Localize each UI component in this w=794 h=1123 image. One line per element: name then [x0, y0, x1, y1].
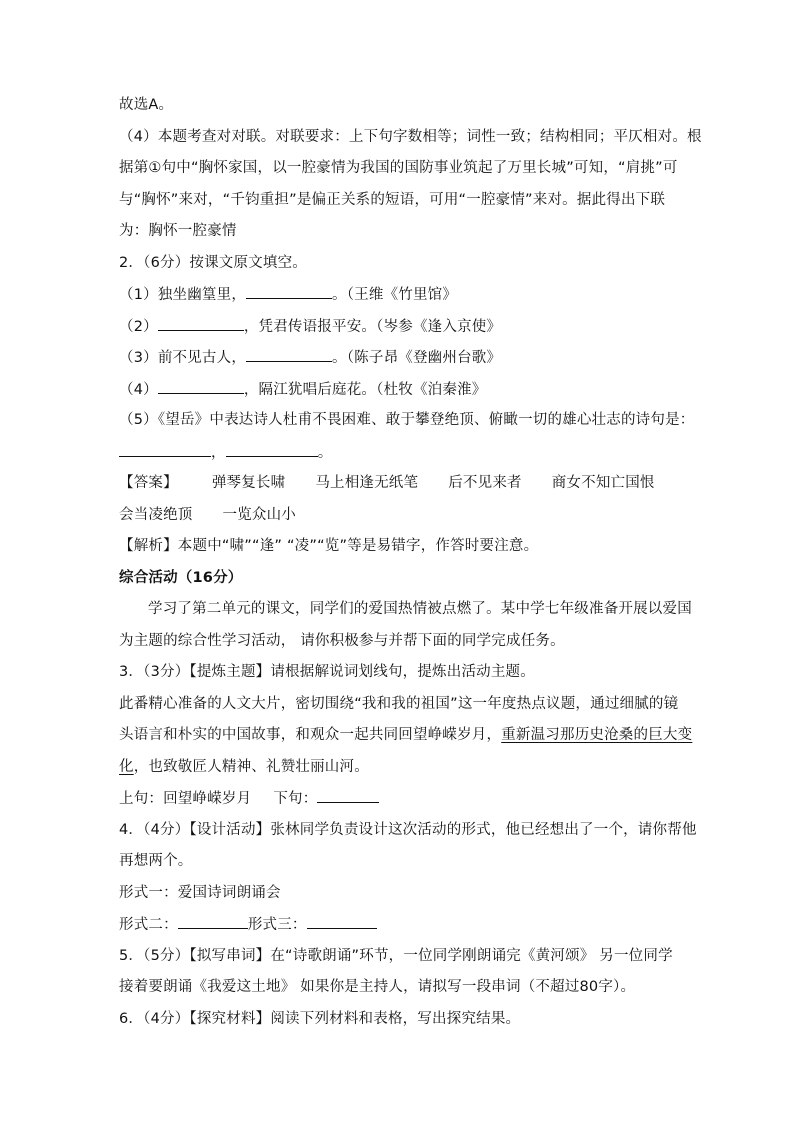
item-text: （3）前不见古人，	[119, 350, 247, 366]
text-line: 故选A。	[119, 97, 174, 113]
section-title: 综合活动（16分）	[119, 569, 243, 586]
separator: ，	[211, 444, 226, 461]
answer-blank[interactable]	[226, 442, 318, 457]
question-5-title: 5．（5分）【拟写串词】在“诗歌朗诵”环节，一位同学刚朗诵完《黄河颂》 另一位同学	[119, 947, 673, 964]
question-2-item-5: （5）《望岳》中表达诗人杜甫不畏困难、敢于攀登绝顶、俯瞰一切的雄心壮志的诗句是：	[119, 412, 695, 428]
question-5-title: 接着要朗诵《我爱这土地》 如果你是主持人，请拟写一段串词（不超过80字）。	[119, 979, 636, 995]
q3-couplet-line	[119, 788, 679, 820]
item-text: 。（陈子昂《登幽州台歌》	[332, 350, 502, 366]
item-text: 。（王维《竹里馆》	[332, 287, 458, 303]
question-2-item-2	[119, 316, 679, 348]
answer-item: 会当凌绝顶	[119, 506, 193, 523]
item-text: ，隔江犹唱后庭花。（杜牧《泊秦淮》	[243, 381, 487, 398]
answer-blank[interactable]	[246, 284, 332, 299]
passage-text: ，也致敬匠人精神、礼赞壮丽山河。	[133, 758, 369, 775]
intro-line: 学习了第二单元的课文，同学们的爱国热情被点燃了。某中学七年级准备开展以爱国	[148, 601, 692, 617]
passage-text: 头语言和朴实的中国故事，和观众一起共同回望峥嵘岁月，	[119, 727, 502, 743]
form-label: 形式二：	[119, 917, 178, 933]
upper-couplet: 上句：回望峥嵘岁月	[119, 791, 252, 807]
answer-item: 商女不知亡国恨	[551, 475, 655, 491]
answer-blank[interactable]	[158, 379, 244, 394]
analysis-line: 【解析】本题中“啸”“逢” “凌”“览”等是易错字，作答时要注意。	[119, 538, 539, 554]
q4-form-2-3	[119, 914, 679, 946]
document-page	[119, 95, 702, 1040]
underlined-sentence: 化	[119, 758, 134, 775]
answer-line-2	[119, 505, 679, 537]
q4-form-1: 形式一：爱国诗词朗诵会	[119, 884, 281, 901]
question-3-title: 3．（3分）【提炼主题】请根据解说词划线句，提炼出活动主题。	[119, 664, 535, 680]
item-text: （2）	[119, 318, 158, 335]
intro-line: 为主题的综合性学习活动， 请你积极参与并帮下面的同学完成任务。	[119, 632, 565, 649]
q3-passage-line	[119, 757, 679, 789]
answer-blank[interactable]	[119, 442, 211, 457]
question-4-title: 4．（4分）【设计活动】张林同学负责设计这次活动的形式，他已经想出了一个，请你帮他	[119, 821, 697, 838]
question-2-title: 2．（6分）按课文原文填空。	[119, 254, 307, 271]
item-text: （1）独坐幽篁里，	[119, 287, 247, 303]
answer-line	[119, 473, 679, 505]
q3-passage-line	[119, 725, 693, 757]
lower-couplet-label: 下句：	[273, 791, 318, 807]
answer-blank[interactable]	[158, 316, 244, 331]
question-2-item-5-blanks	[119, 442, 679, 474]
text-line: 为：胸怀一腔豪情	[119, 223, 237, 239]
question-4-title: 再想两个。	[119, 853, 193, 869]
question-2-item-4	[119, 379, 679, 411]
q3-passage-line: 此番精心准备的人文大片，密切围绕“我和我的祖国”这一年度热点议题，通过细腻的镜	[119, 695, 679, 712]
answer-item: 一览众山小	[222, 506, 296, 523]
answer-label: 【答案】	[119, 475, 178, 491]
answer-blank[interactable]	[246, 347, 332, 362]
underlined-sentence: 重新温习那历史沧桑的巨大变	[501, 727, 693, 743]
period: 。	[317, 444, 333, 461]
question-6-title: 6．（4分）【探究材料】阅读下列材料和表格，写出探究结果。	[119, 1010, 521, 1027]
item-text: （4）	[119, 381, 158, 398]
answer-item: 马上相逢无纸笔	[315, 475, 419, 491]
text-line: （4）本题考查对对联。对联要求：上下句字数相等；词性一致；结构相同；平仄相对。根	[119, 128, 702, 145]
answer-blank[interactable]	[178, 914, 248, 929]
answer-blank[interactable]	[317, 788, 379, 803]
question-2-item-1	[119, 284, 679, 316]
answer-item: 后不见来者	[448, 475, 522, 491]
text-line: 与“胸怀”来对，“千钧重担”是偏正关系的短语，可用“一腔豪情”来对。据此得出下联	[119, 191, 666, 208]
item-text: ，凭君传语报平安。（岑参《逢入京使》	[243, 318, 502, 335]
answer-item: 弹琴复长啸	[211, 475, 286, 491]
answer-blank[interactable]	[307, 914, 377, 929]
text-line: 据第①句中“胸怀家国，以一腔豪情为我国的国防事业筑起了万里长城”可知，“肩挑”可	[119, 160, 678, 176]
question-2-item-3	[119, 347, 679, 379]
form-label: 形式三：	[247, 917, 307, 933]
